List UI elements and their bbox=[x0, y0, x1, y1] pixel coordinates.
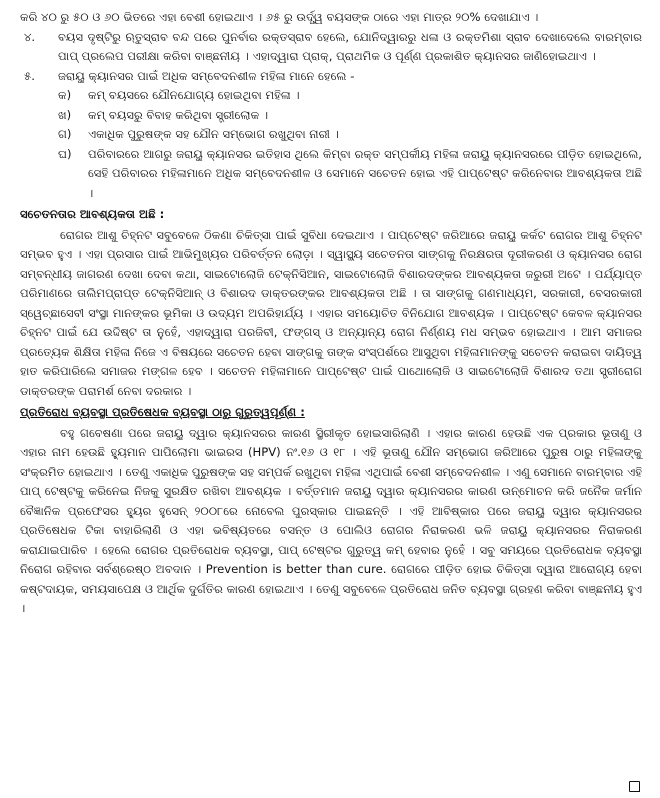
list-item bbox=[20, 28, 642, 67]
sub-list-item bbox=[58, 106, 642, 126]
end-of-article-icon bbox=[629, 781, 640, 792]
sub-item-marker: ଖ) bbox=[58, 107, 72, 122]
sub-item-marker: ଘ) bbox=[58, 146, 72, 161]
sub-item-marker: ଗ) bbox=[58, 127, 72, 141]
list-item-text: ବୟସ ଦୃଷ୍ଟିରୁ ଋତୁସ୍ରାବ ବନ୍ଦ ପରେ ପୁନର୍ବାର ରକ୍ତସ୍ରାବ ହେଲେ, ଯୋନିଦ୍ୱାରରୁ ଧଳା ଓ ରକ୍ତମିଶା ସ୍ରାବ ଦେଖାଦେଲେ ବାରମ୍ବାର ପାପ୍ ପ୍ରଲେପ ପରୀକ୍ଷା କରିବା ବାଞ୍ଛନୀୟ । ଏହାଦ୍ୱାରା ପ୍ରାକ୍, ପ୍ରାଥମିକ ଓ ପୂର୍ଣ୍ଣ ପ୍ରକାଶିତ କ୍ୟାନସର ଜାଣିହୋଇଥାଏ । bbox=[58, 29, 642, 63]
list-item bbox=[20, 67, 642, 87]
sub-item-marker: କ) bbox=[58, 88, 72, 102]
sub-item-text: କମ୍ ବୟସରୁ ବିବାହ କରିଥିବା ସ୍ତ୍ରୀଲୋକ । bbox=[88, 107, 269, 122]
section-heading-prevention: ପ୍ରତିରୋଧ ବ୍ୟବସ୍ଥା ପ୍ରତିଷେଧକ ବ୍ୟବସ୍ଥା ଠାରୁ ଗୁରୁତ୍ୱପୂର୍ଣ୍ଣ : bbox=[20, 405, 305, 419]
sub-list-item bbox=[58, 86, 642, 106]
list-item-text: ଜରାୟୁ କ୍ୟାନସର ପାଇଁ ଅଧିକ ସମ୍ବେଦନଶୀଳ ମହିଳା ମାନେ ହେଲେ - bbox=[58, 68, 355, 83]
sub-list-item bbox=[58, 125, 642, 145]
section-heading-awareness: ସଚେତନତାର ଆବଶ୍ୟକତା ଅଛି : bbox=[20, 207, 165, 221]
intro-continuation: କରି ୪୦ ରୁ ୫୦ ଓ ୬୦ ଭିତରେ ଏହା ବେଶୀ ହୋଇଥାଏ । ୬୫ ରୁ ଉର୍ଦ୍ଧ୍ୱ ବୟସଙ୍କ ଠାରେ ଏହା ମାତ୍ର ୨୦% ଦେଖାଯାଏ । bbox=[20, 10, 539, 24]
sub-list-item bbox=[58, 145, 642, 204]
sub-item-text: ପରିବାରରେ ଆଗରୁ ଜରାୟୁ କ୍ୟାନସର ଇତିହାସ ଥିଲେ କିମ୍ବା ରକ୍ତ ସମ୍ପର୍କୀୟ ମହିଳା ଜରାୟୁ କ୍ୟାନସରରେ ପୀଡ଼ିତ ହୋଇଥିଲେ, ସେହି ପରିବାରର ମହିଳାମାନେ ଅଧିକ ସମ୍ବେଦନଶୀଳ ଓ ସେମାନେ ସଚେତନ ହୋଇ ଏହି ପାପ୍‌ଟେଷ୍ଟ କରିନେବାର ଆବଶ୍ୟକତା ଅଛି । bbox=[88, 146, 642, 200]
awareness-paragraph: ରୋଗର ଆଶୁ ଚିହ୍ନଟ ସବୁବେଳେ ଠିକଣା ଚିକିତ୍ସା ପାଇଁ ସୁବିଧା ଦେଇଥାଏ । ପାପ୍‌ଟେଷ୍ଟ ଜରିଆରେ ଜରାୟୁ କର୍କଟ ରୋଗର ଆଶୁ ଚିହ୍ନଟ ସମ୍ଭବ ହୁଏ । ଏହା ପ୍ରସାର ପାଇଁ ଆଭିମୁଖ୍ୟର ପରିବର୍ତ୍ତନ ଲୋଡ଼ା । ସ୍ୱାସ୍ଥ୍ୟ ସଚେତନତା ସାଙ୍ଗକୁ ନିରକ୍ଷରତା ଦୂରୀକରଣ ଓ କ୍ୟାନସର ରୋଗ ସମ୍ବନ୍ଧୀୟ ଜାଗରଣ ଦେଖା ଦେବା କଥା, ସାଇଟୋଲୋଜି ଟେକ୍‌ନିସିଆନ, ସାଇଟୋଲୋଜି ବିଶାରଦଙ୍କର ଆବଶ୍ୟକତା ଜରୁରୀ ଅଟେ । ପର୍ଯ୍ୟାପ୍ତ ପରିମାଣରେ ତାଲିମପ୍ରାପ୍ତ ଟେକ୍‌ନିସିଆନ୍ ଓ ବିଶାରଦ ଡାକ୍ତରଙ୍କର ଆବଶ୍ୟକତା ଅଛି । ତା ସାଙ୍ଗକୁ ଗଣମାଧ୍ୟମ, ସରକାରୀ, ବେସରକାରୀ ସ୍ୱେଚ୍ଛାସେବୀ ସଂସ୍ଥା ମାନଙ୍କର ଭୂମିକା ଓ ଉଦ୍ୟମ ଅପରିହାର୍ଯ୍ୟ । ଏହାର ସମୟୋଚିତ ବିନିଯୋଗ ଆବଶ୍ୟକ । ପାପ୍‌ଟେଷ୍ଟ କେବଳ କ୍ୟାନସର ଚିହ୍ନଟ ପାଇଁ ଯେ ଉଦ୍ଦିଷ୍ଟ ତା ନୁହେଁ, ଏହାଦ୍ୱାରା ପରଜିବୀ, ଫଙ୍ଗସ୍ ଓ ଅନ୍ୟାନ୍ୟ ରୋଗ ନିର୍ଣ୍ଣୟ ମଧ ସମ୍ଭବ ହୋଇଥାଏ । ଆମ ସମାଜର ପ୍ରତ୍ୟେକ ଶିକ୍ଷିତା ମହିଳା ନିଜେ ଏ ବିଷୟରେ ସଚେତନ ହେବା ସାଙ୍ଗକୁ ତାଙ୍କ ସଂସ୍ପର୍ଶରେ ଆସୁଥିବା ମହିଳାମାନଙ୍କୁ ସଚେତନ କରାଇବା ଦାୟିତ୍ୱ ହାତ କରିପାରିଲେ ସମାଜର ମଙ୍ଗଳ ହେବ । ସଚେତନ ମହିଳାମାନେ ପାପ୍‌ଟେଷ୍ଟ ପାଇଁ ପାଥୋଲୋଜି ଓ ସାଇଟୋଲୋଜି ବିଶାରଦ ତଥା ସ୍ତ୍ରୀରୋଗ ଡାକ୍ତରଙ୍କ ପରାମର୍ଶ ନେବା ଦରକାର । bbox=[20, 227, 642, 398]
list-item-number: ୫. bbox=[24, 68, 35, 83]
sub-item-text: ଏକାଧିକ ପୁରୁଷଙ୍କ ସହ ଯୌନ ସମ୍ଭୋଗ ରଖୁଥିବା ନାରୀ । bbox=[88, 127, 339, 141]
prevention-paragraph: ବହୁ ଗବେଷଣା ପରେ ଜରାୟୁ ଦ୍ୱାର କ୍ୟାନସରର କାରଣ ସ୍ଥିରୀକୃତ ହୋଇସାରିଲାଣି । ଏହାର କାରଣ ହେଉଛି ଏକ ପ୍ରକାର ଭୂତାଣୁ ଓ ଏହାର ନାମ ହେଉଛି ହ୍ୟୁମାନ ପାପିଲୋମା ଭାଇରସ (HPV) ନଂ.୧୬ ଓ ୧୮ । ଏହି ଭୂତାଣୁ ଯୌନ ସମ୍ଭୋଗ ଜରିଆରେ ପୁରୁଷ ଠାରୁ ମହିଳାଙ୍କୁ ସଂକ୍ରମିତ ହୋଇଥାଏ । ତେଣୁ ଏକାଧିକ ପୁରୁଷଙ୍କ ସହ ସମ୍ପର୍କ ରଖୁଥିବା ମହିଳା ଏଥିପାଇଁ ବେଶୀ ସମ୍ବେଦନଶୀଳ । ଏଣୁ ସେମାନେ ବାରମ୍ବାର ଏହି ପାପ୍ ଟେଷ୍ଟକୁ କରିନେଇ ନିଜକୁ ସୁରକ୍ଷିତ ରଖିବା ଆବଶ୍ୟକ । ବର୍ତ୍ତମାନ ଜରାୟୁ ଦ୍ୱାର କ୍ୟାନସରର କାରଣ ଉନ୍ମୋଚନ କରି ଜନୈକ ଜର୍ମାନ ବୈଜ୍ଞାନିକ ପ୍ରଫେସର ହ୍ୟୁର ହୁସେନ୍ ୨୦୦୮ରେ ନୋବେଲ ପୁରସ୍କାର ପାଇଛନ୍ତି । ଏହି ଆବିଷ୍କାର ପରେ ଜରାୟୁ ଦ୍ୱାର କ୍ୟାନସରର ପ୍ରତିଷେଧକ ଟିକା ବାହାରିଲାଣି ଓ ଏହା ଭବିଷ୍ୟତରେ ବସନ୍ତ ଓ ପୋଲିଓ ରୋଗର ନିରାକରଣ ଭଳି ଜରାୟୁ କ୍ୟାନସରର ନିରାକରଣ କରାଯାଇପାରିବ । ହେଲେ ରୋଗର ପ୍ରତିରୋଧକ ବ୍ୟବସ୍ଥା, ପାପ୍ ଟେଷ୍ଟର ଗୁରୁତ୍ୱ କମ୍ ହେବାର ନୁହେଁ । ସବୁ ସମୟରେ ପ୍ରତିରୋଧକ ବ୍ୟବସ୍ଥା ନିରୋଗ ରହିବାର ସର୍ବଶ୍ରେଷ୍ଠ ଅବଦାନ । Prevention is better than cure. ରୋଗରେ ପୀଡ଼ିତ ହୋଇ ଚିକିତ୍ସା ଦ୍ୱାରା ଆରୋଗ୍ୟ ହେବା କଷ୍ଟଦାୟକ, ସମୟସାପେକ୍ଷ ଓ ଆର୍ଥିକ ଦୁର୍ଗତିର କାରଣ ହୋଇଥାଏ । ତେଣୁ ସବୁବେଳେ ପ୍ରତିରୋଧ ଜନିତ ବ୍ୟବସ୍ଥା ଗ୍ରହଣ କରିବା ବାଞ୍ଛନୀୟ ହୁଏ । bbox=[20, 425, 642, 615]
list-item-number: ୪. bbox=[24, 29, 36, 44]
sub-item-text: କମ୍ ବୟସରେ ଯୌନଯୋଗ୍ୟ ହୋଇଥିବା ମହିଳା । bbox=[88, 88, 300, 102]
